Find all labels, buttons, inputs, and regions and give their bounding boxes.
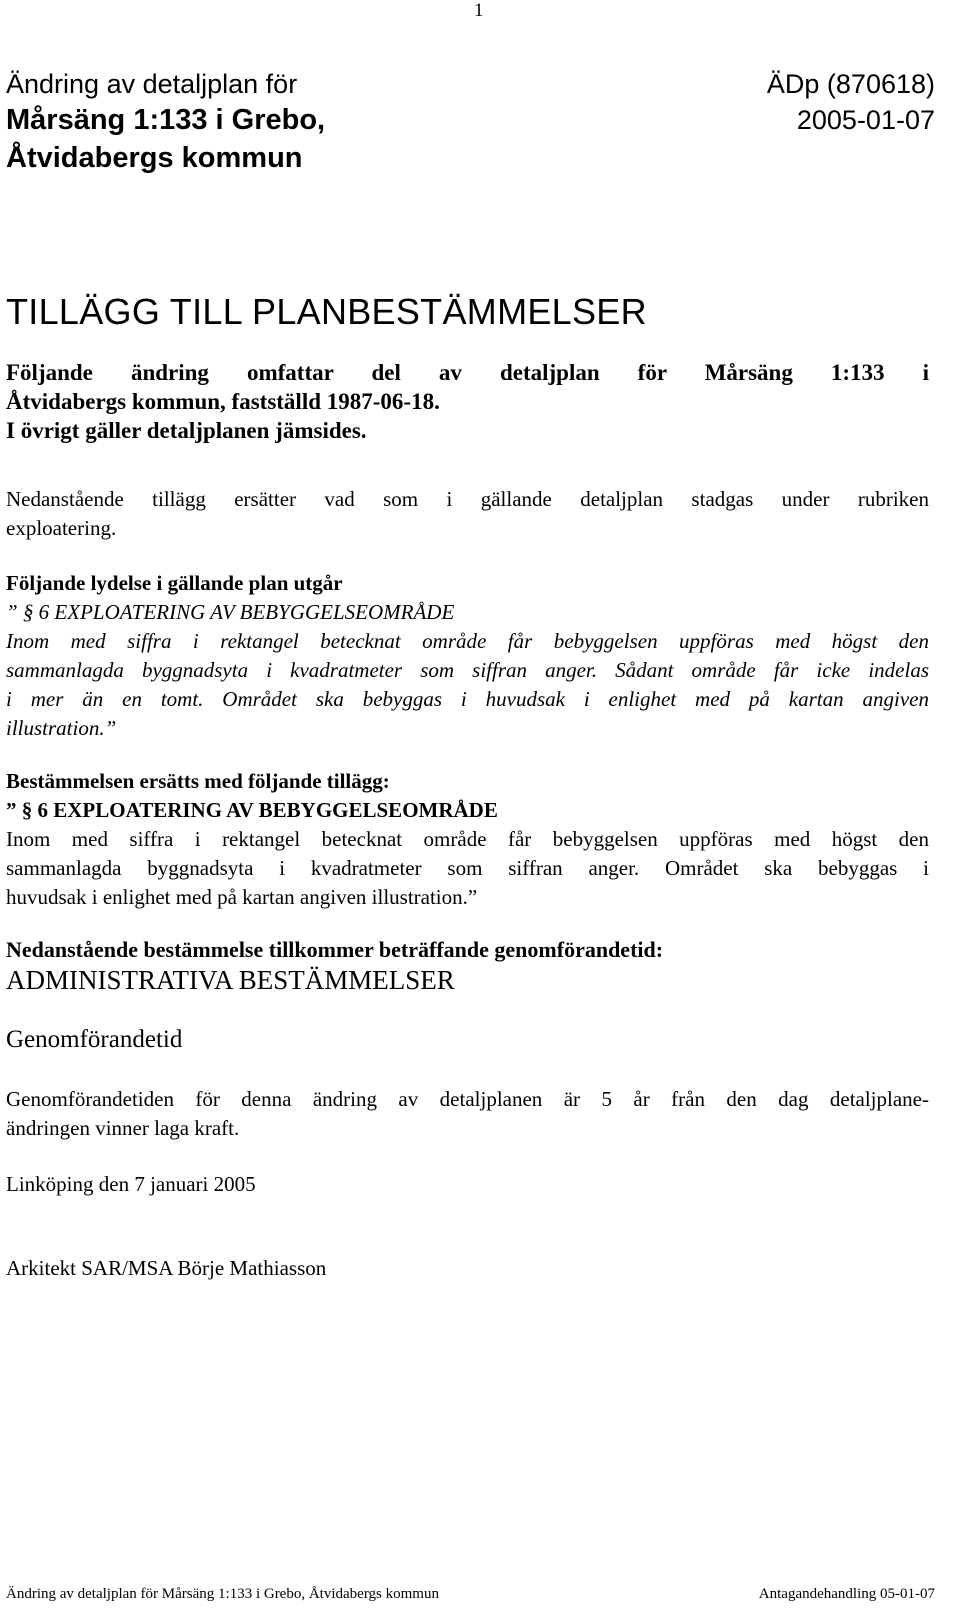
intro-line: I övrigt gäller detaljplanen jämsides. xyxy=(6,418,367,443)
footer-left: Ändring av detaljplan för Mårsäng 1:133 i Grebo, Åtvidabergs kommun xyxy=(6,1586,439,1602)
header-date: 2005-01-07 xyxy=(796,105,935,135)
new-text-line: Inom med siffra i rektangel betecknat område får bebyggelsen uppföras med högst den xyxy=(6,827,929,851)
main-title: TILLÄGG TILL PLANBESTÄMMELSER xyxy=(6,291,647,332)
old-text-line: illustration.” xyxy=(6,716,117,740)
place-and-date: Linköping den 7 januari 2005 xyxy=(6,1172,256,1196)
signature: Arkitekt SAR/MSA Börje Mathiasson xyxy=(6,1256,327,1280)
genomforandetid-paragraph xyxy=(6,1085,929,1143)
footer-right: Antagandehandling 05-01-07 xyxy=(758,1586,935,1602)
new-text-heading: Bestämmelsen ersätts med följande tillägg: xyxy=(6,769,390,793)
intro-line: Åtvidabergs kommun, fastställd 1987-06-18. xyxy=(6,389,440,414)
admin-heading: ADMINISTRATIVA BESTÄMMELSER xyxy=(6,965,455,995)
old-text-section-title: ” § 6 EXPLOATERING AV BEBYGGELSEOMRÅDE xyxy=(6,600,455,624)
page-footer xyxy=(6,1586,935,1603)
new-text-line: huvudsak i enlighet med på kartan angiven illustration.” xyxy=(6,885,478,909)
genomforandetid-line: ändringen vinner laga kraft. xyxy=(6,1116,240,1140)
header-plan-reference: ÄDp (870618) xyxy=(766,69,935,99)
header-plan-change-label: Ändring av detaljplan för xyxy=(6,69,298,99)
new-text-line: sammanlagda byggnadsyta i kvadratmeter som siffran anger. Området ska bebyggas i xyxy=(6,856,929,880)
old-text-line: i mer än en tomt. Området ska bebyggas i huvudsak i enlighet med på kartan angiven xyxy=(6,687,929,711)
header-municipality: Åtvidabergs kommun xyxy=(6,142,303,174)
replacement-note-paragraph xyxy=(6,485,929,543)
genomforande-intro: Nedanstående bestämmelse tillkommer beträffande genomförandetid: xyxy=(6,937,664,962)
new-text-section xyxy=(6,767,929,912)
header-property-name: Mårsäng 1:133 i Grebo, xyxy=(6,104,326,136)
old-text-line: sammanlagda byggnadsyta i kvadratmeter som siffran anger. Sådant område får icke indelas xyxy=(6,658,929,682)
document-header-right xyxy=(767,66,935,138)
document-header-left xyxy=(6,66,325,178)
intro-paragraph xyxy=(6,358,929,445)
genomforandetid-line: Genomförandetiden för denna ändring av detaljplanen är 5 år från den dag detaljplane- xyxy=(6,1087,929,1111)
genomforandetid-heading: Genomförandetid xyxy=(6,1026,183,1053)
page-number: 1 xyxy=(474,0,484,21)
replacement-note-line: exploatering. xyxy=(6,516,117,540)
new-text-section-title: ” § 6 EXPLOATERING AV BEBYGGELSEOMRÅDE xyxy=(6,798,498,822)
old-text-line: Inom med siffra i rektangel betecknat område får bebyggelsen uppföras med högst den xyxy=(6,629,929,653)
replacement-note-line: Nedanstående tillägg ersätter vad som i gällande detaljplan stadgas under rubriken xyxy=(6,487,929,511)
old-text-heading: Följande lydelse i gällande plan utgår xyxy=(6,571,343,595)
old-text-section xyxy=(6,569,929,743)
intro-line: Följande ändring omfattar del av detaljplan för Mårsäng 1:133 i xyxy=(6,360,929,385)
